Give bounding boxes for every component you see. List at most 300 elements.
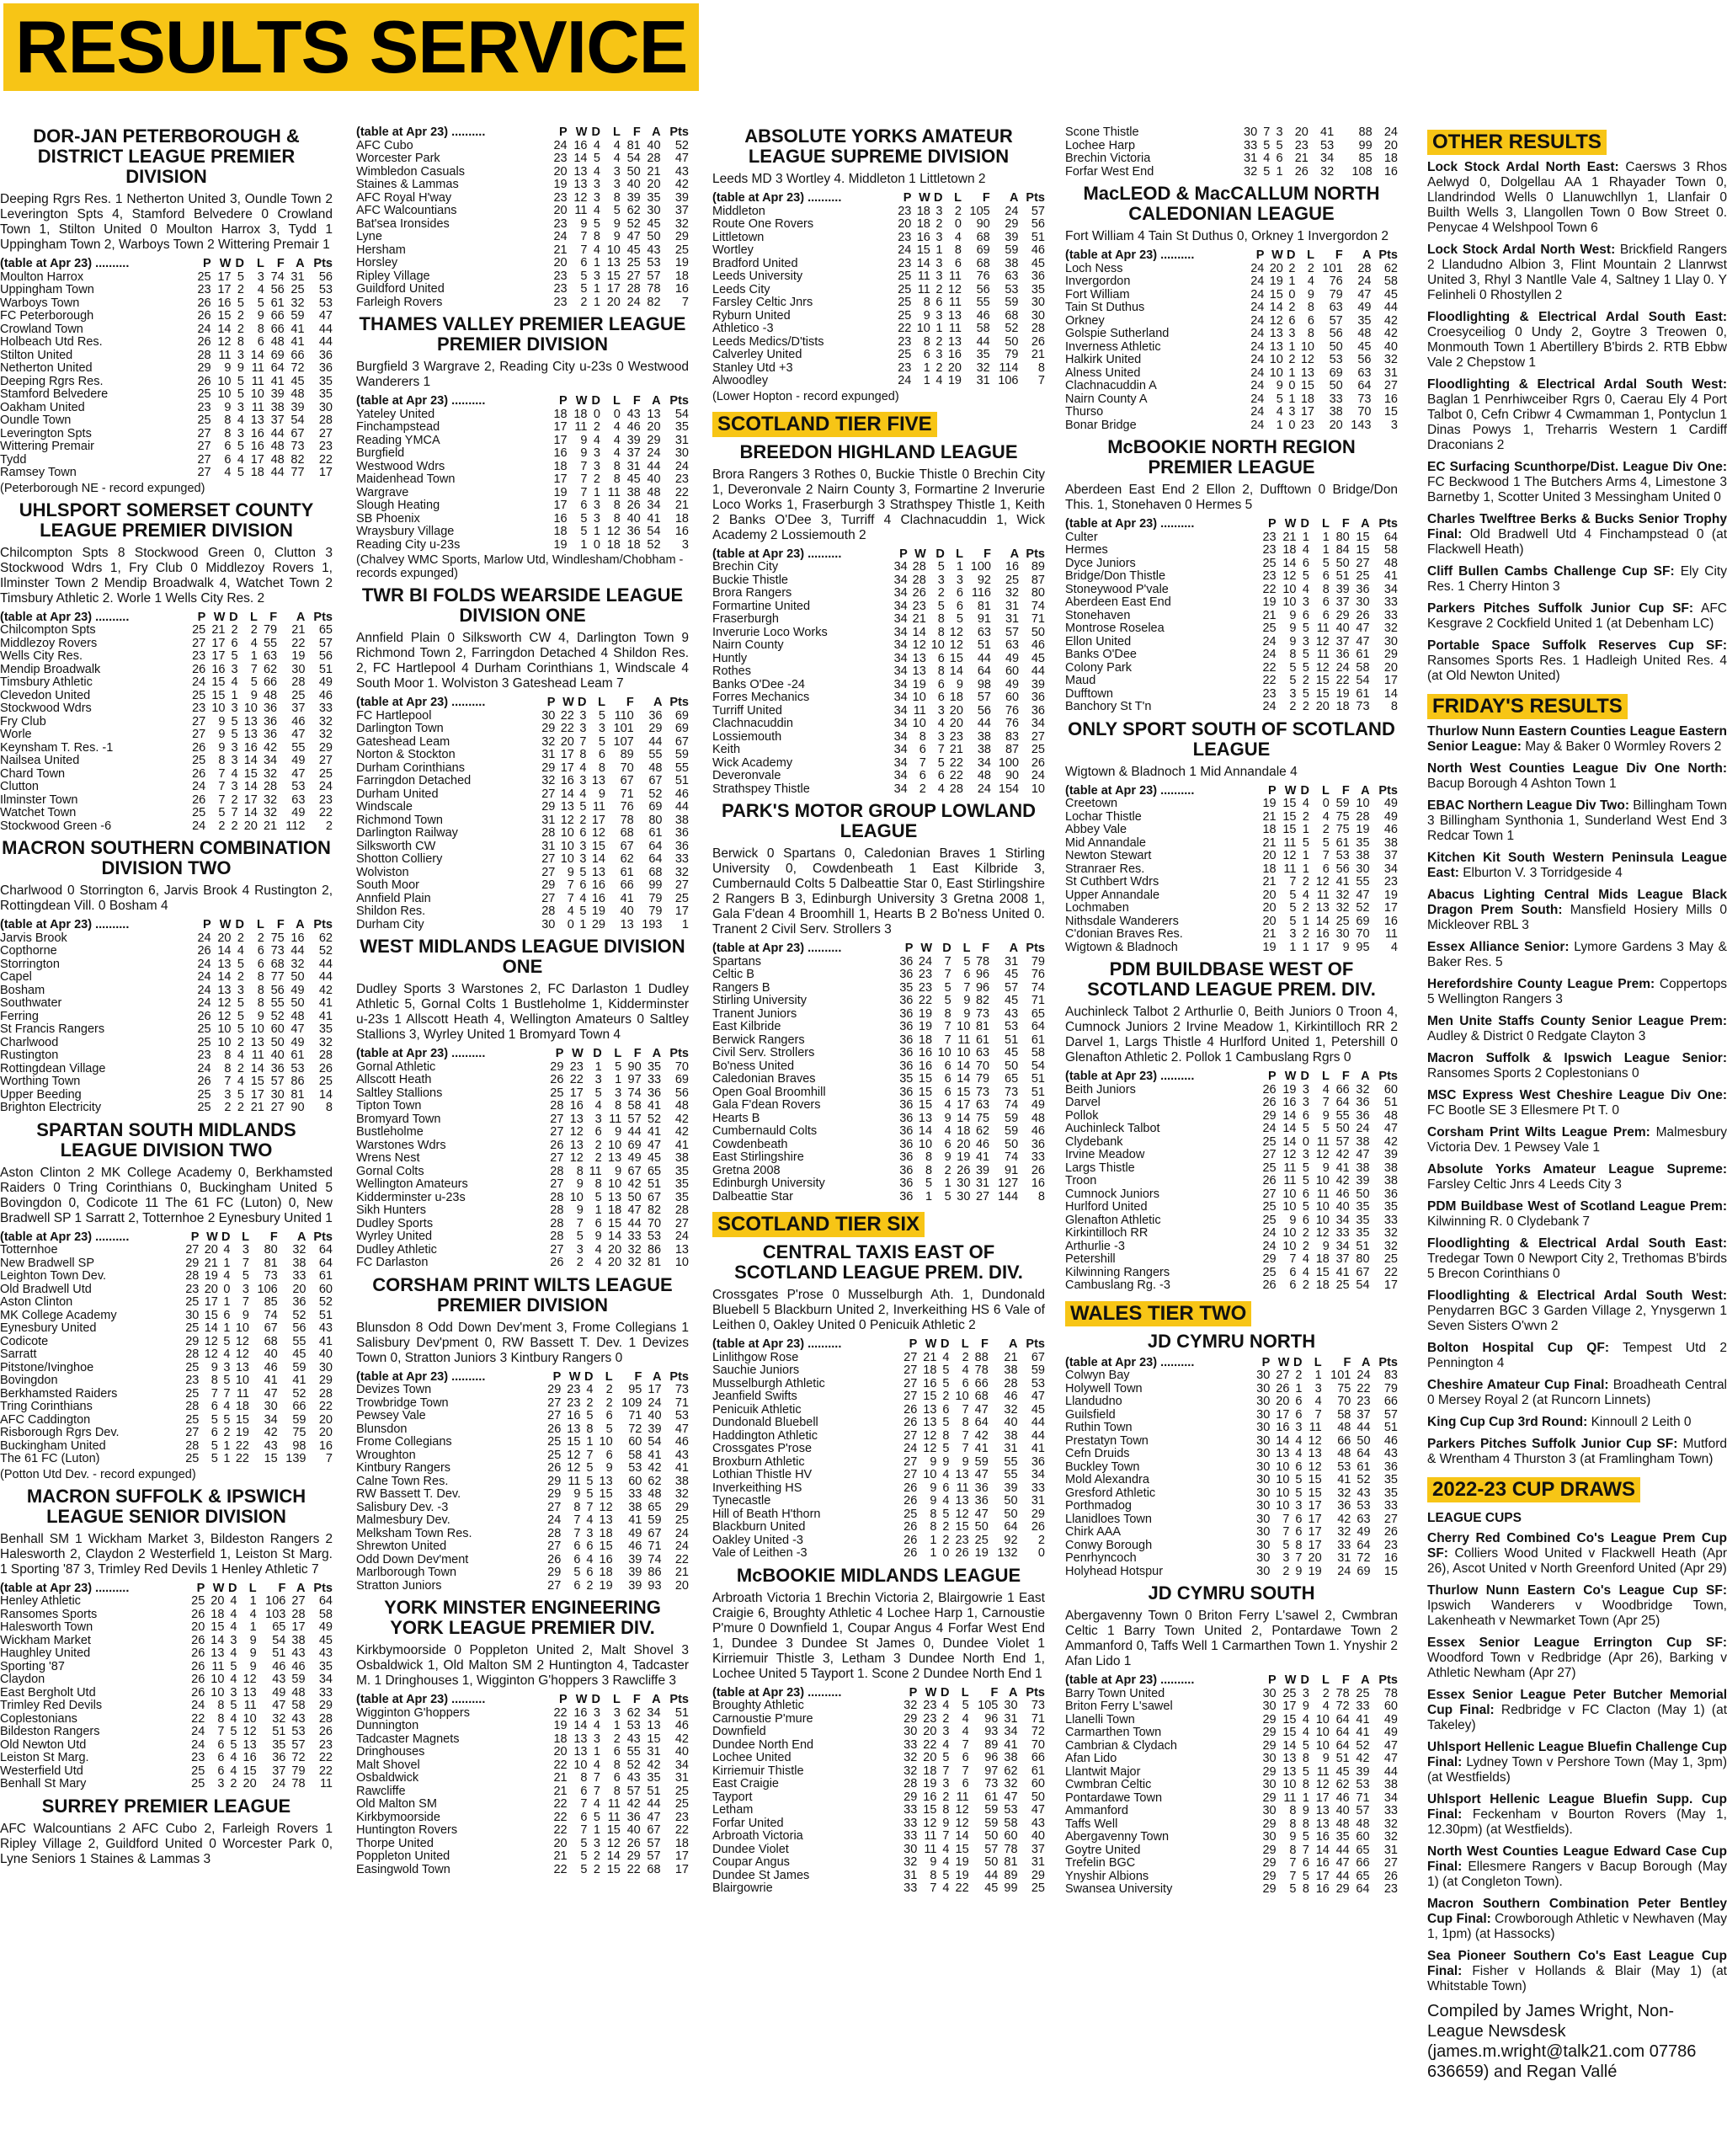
stat-cell: 22 — [569, 1073, 584, 1086]
stat-cell: 38 — [291, 1633, 306, 1647]
stat-cell: 1 — [593, 1745, 600, 1758]
team-name: Trowbridge Town — [356, 1396, 449, 1410]
stat-cell: 51 — [1031, 230, 1045, 244]
stat-cell: 11 — [319, 1777, 333, 1790]
stat-cell: 21 — [291, 623, 306, 637]
stat-cell: 27 — [291, 1594, 306, 1608]
league-title: UHLSPORT SOMERSET COUNTY LEAGUE PREMIER DIVISION — [19, 499, 314, 541]
stat-cell: 34 — [893, 599, 908, 613]
table-row — [356, 893, 689, 906]
stat-cell: 21 — [204, 1256, 218, 1270]
stat-cell: 18 — [916, 217, 930, 231]
stat-cell: 4 — [613, 138, 621, 152]
stat-cell: 41 — [975, 1150, 990, 1164]
team-name: Golspie Sutherland — [1065, 327, 1170, 340]
stat-cell: 2 — [1322, 823, 1330, 836]
stat-cell: 39 — [1005, 230, 1019, 244]
result-text: Caersws 3 Rhos Aelwyd 0, Dolgellau AA 1 Rhayader Town 0, Llandrindod Wells 0 Llanuwchllyn 1, Llanfair 0 Builth Wells 3, Llangollen Town 0 Bow Street 0. Penycae 4 Welshpool Town 6 — [1427, 160, 1727, 235]
stat-cell: 6 — [962, 1376, 969, 1390]
stat-cell: 12 — [1315, 1778, 1330, 1791]
stat-cell: 25 — [1031, 1881, 1045, 1895]
stat-cell: 5 — [586, 1474, 594, 1488]
table-row — [1065, 1526, 1398, 1540]
stat-cell: 6 — [1288, 313, 1296, 328]
stat-cell: 16 — [318, 1438, 333, 1453]
stat-cell: 8 — [1289, 1843, 1297, 1857]
stat-cell: 57 — [627, 1112, 642, 1126]
table-row — [712, 1021, 1045, 1034]
stat-cell: 5 — [223, 1334, 231, 1348]
stat-cell: 62 — [318, 931, 333, 945]
league-table-header — [1065, 1070, 1398, 1084]
team-name: Fry Club — [0, 714, 46, 728]
result-text: FC Bootle SE 3 Ellesmere Pt T. 0 — [1427, 1103, 1620, 1118]
stat-cell: 1 — [923, 374, 930, 387]
table-row — [0, 350, 333, 363]
team-name: Worcester Park — [356, 152, 440, 165]
stat-cell: 6 — [919, 743, 926, 756]
stat-cell: 6 — [586, 1540, 594, 1553]
stat-cell: 106 — [998, 374, 1019, 387]
stat-cell: 3 — [231, 780, 238, 793]
team-name: Cambrian & Clydach — [1065, 1738, 1177, 1753]
stat-cell: 1 — [1288, 275, 1296, 288]
stat-cell: 48 — [674, 1099, 689, 1113]
team-name: Timsbury Athletic — [0, 675, 93, 689]
stat-cell: 14 — [217, 944, 232, 958]
stat-cell: 3 — [613, 1705, 621, 1720]
stat-cell: 81 — [647, 1256, 662, 1269]
stat-cell: 18 — [599, 1566, 613, 1579]
table-row — [1065, 1487, 1398, 1501]
stat-cell: 28 — [1356, 809, 1370, 824]
stat-cell: 17 — [553, 420, 568, 434]
team-name: Deeping Rgrs Res. — [0, 374, 104, 388]
stat-cell: 56 — [1357, 353, 1372, 366]
team-name: Turriff United — [712, 703, 782, 718]
table-row — [712, 1060, 1045, 1074]
stat-cell: 31 — [541, 813, 556, 827]
table-row — [712, 1547, 1045, 1561]
stat-cell: 57 — [1005, 980, 1019, 995]
league-table-header — [712, 192, 1045, 205]
team-name: Celtic B — [712, 968, 754, 981]
stat-cell: 13 — [250, 414, 264, 427]
league-results: Benhall SM 1 Wickham Market 3, Bildeston Rangers 2 Halesworth 2, Claydon 2 Westerfield 1, Leiston St Marg. 1 Sporting '87 3, Trimley Red Devils 1 Henley Athletic 7 — [0, 1531, 333, 1577]
stat-cell: 34 — [893, 664, 908, 678]
stat-cell: 3 — [942, 1777, 950, 1790]
stat-cell: 71 — [1356, 1790, 1370, 1805]
stat-cell: 6 — [919, 769, 926, 782]
stat-cell: 36 — [263, 702, 278, 715]
stat-cell: 27 — [975, 1189, 990, 1203]
stat-cell: 18 — [1300, 392, 1314, 406]
stat-cell: 41 — [1337, 1473, 1351, 1486]
result-item — [1427, 1125, 1727, 1155]
stat-cell: 13 — [923, 1402, 937, 1417]
stat-cell: 7 — [231, 806, 238, 819]
stat-cell: 44 — [648, 734, 663, 749]
stat-cell: 7 — [250, 662, 258, 676]
stat-cell: 43 — [626, 1771, 641, 1785]
stat-cell: 4 — [944, 1098, 951, 1112]
stat-cell: 2 — [1282, 1564, 1290, 1578]
stat-cell: 5 — [598, 734, 605, 749]
stat-cell: 60 — [318, 1282, 333, 1296]
stat-cell: 30 — [957, 1177, 971, 1190]
stat-cell: 33 — [1383, 1804, 1398, 1817]
stat-cell: 27 — [1383, 1512, 1398, 1526]
table-row — [712, 600, 1045, 614]
stat-cell: 7 — [573, 1526, 581, 1540]
stat-cell: 7 — [1289, 1869, 1297, 1883]
stat-cell: 6 — [923, 348, 930, 361]
stat-cell: 18 — [606, 537, 621, 552]
table-row — [356, 270, 689, 284]
stat-cell: 26 — [1383, 1525, 1398, 1539]
table-header-cell: L — [242, 1230, 249, 1244]
stat-cell: 8 — [217, 1699, 225, 1712]
stat-cell: 8 — [257, 970, 264, 984]
stat-cell: 15 — [647, 1732, 661, 1746]
table-header-cell: A — [296, 1581, 306, 1595]
table-header-cell: (table at Apr 23) .......... — [356, 126, 486, 139]
stat-cell: 8 — [257, 983, 264, 997]
team-name: Henley Athletic — [0, 1594, 81, 1608]
team-name: Glenafton Athletic — [1065, 1213, 1161, 1227]
stat-cell: 10 — [1282, 1187, 1297, 1201]
result-item — [1427, 601, 1727, 632]
table-row — [356, 218, 689, 232]
stat-cell: 54 — [626, 152, 641, 165]
league-results: Leeds MD 3 Wortley 4. Middleton 1 Littletown 2 — [712, 172, 986, 186]
stat-cell: 13 — [923, 1416, 937, 1429]
table-row — [1065, 1097, 1398, 1110]
league-table-header — [0, 611, 333, 625]
stat-cell: 5 — [223, 1412, 231, 1427]
stat-cell: 5 — [230, 1737, 237, 1752]
stat-cell: 2 — [224, 1101, 232, 1114]
stat-cell: 6 — [1322, 569, 1330, 583]
stat-cell: 17 — [243, 792, 258, 807]
stat-cell: 25 — [318, 1075, 333, 1088]
stat-cell: 85 — [264, 1295, 278, 1309]
stat-cell: 32 — [318, 1035, 333, 1049]
stat-cell: 47 — [1356, 1148, 1370, 1161]
result-text: Malmesbury Victoria Dev. 1 Pewsey Vale 1 — [1427, 1125, 1727, 1155]
result-item — [1427, 1415, 1727, 1430]
team-name: Pewsey Vale — [356, 1409, 426, 1422]
stat-cell: 5 — [937, 599, 945, 613]
stat-cell: 38 — [1356, 1161, 1370, 1175]
stat-cell: 34 — [1383, 1790, 1398, 1805]
league-table-header — [0, 919, 333, 932]
stat-cell: 5 — [593, 216, 600, 231]
stat-cell: 22 — [553, 1810, 568, 1824]
stat-cell: 25 — [197, 1101, 211, 1114]
team-name: Durham Corinthians — [356, 760, 465, 775]
stat-cell: 9 — [218, 740, 226, 755]
stat-cell: 29 — [1262, 1882, 1277, 1896]
stat-cell: 36 — [1383, 1187, 1398, 1201]
stat-cell: 30 — [957, 1189, 971, 1203]
stat-cell: 15 — [923, 1390, 937, 1403]
table-row — [356, 1528, 689, 1541]
stat-cell: 69 — [674, 1073, 689, 1086]
result-item — [1427, 638, 1727, 684]
table-header-cell: L — [612, 126, 621, 139]
team-name: Newton Stewart — [1065, 849, 1152, 862]
team-name: Caledonian Braves — [712, 1072, 816, 1086]
stat-cell: 3 — [594, 1073, 602, 1086]
stat-cell: 24 — [197, 322, 211, 336]
stat-cell: 8 — [1295, 1538, 1303, 1552]
table-header-cell: (table at Apr 23) .......... — [1065, 248, 1195, 262]
stat-cell: 20 — [923, 1751, 937, 1764]
stat-cell: 6 — [937, 691, 945, 704]
table-row — [356, 1720, 689, 1733]
stat-cell: 24 — [272, 1777, 286, 1790]
stat-cell: 75 — [1335, 823, 1350, 836]
team-name: Halkirk United — [1065, 353, 1142, 366]
table-row — [0, 807, 333, 820]
stat-cell: 25 — [1262, 1161, 1277, 1175]
stat-cell: 27 — [1262, 1187, 1277, 1201]
stat-cell: 8 — [211, 1374, 218, 1387]
stat-cell: 7 — [579, 734, 587, 749]
stat-cell: 52 — [626, 1758, 641, 1772]
stat-cell: 18 — [1383, 152, 1398, 165]
stat-cell: 28 — [626, 282, 641, 296]
league-title: JD CYMRU NORTH — [1147, 1330, 1316, 1352]
stat-cell: 8 — [930, 1507, 937, 1521]
stat-cell: 5 — [257, 296, 264, 310]
stat-cell: 16 — [1315, 1882, 1330, 1896]
stat-cell: 29 — [318, 1699, 333, 1712]
stat-cell: 10 — [1282, 1239, 1297, 1253]
stat-cell: 5 — [576, 1230, 584, 1243]
team-name: Linlithgow Rose — [712, 1350, 799, 1364]
result-item — [1427, 1636, 1727, 1681]
stat-cell: 8 — [1302, 1882, 1309, 1896]
table-header-cell: W — [219, 257, 232, 270]
stat-cell: 27 — [903, 1428, 918, 1443]
team-name: Barry Town United — [1065, 1686, 1165, 1700]
stat-cell: 35 — [1031, 282, 1045, 296]
table-row — [356, 205, 689, 218]
stat-cell: 9 — [942, 1816, 950, 1830]
stat-cell: 4 — [1295, 1447, 1303, 1460]
stat-cell: 48 — [263, 688, 278, 702]
stat-cell: 22 — [1262, 674, 1277, 687]
stat-cell: 10 — [1315, 1213, 1330, 1227]
stat-cell: 9 — [580, 216, 588, 231]
stat-cell: 17 — [1300, 405, 1314, 419]
table-header-cell: P — [558, 126, 568, 139]
stat-cell: 33 — [1356, 1700, 1370, 1713]
stat-cell: 31 — [541, 839, 556, 853]
stat-cell: 42 — [264, 1426, 278, 1439]
stat-cell: 36 — [318, 348, 333, 362]
stat-cell: 55 — [1356, 875, 1370, 889]
stat-cell: 24 — [553, 138, 568, 152]
stat-cell: 7 — [325, 1452, 333, 1465]
stat-cell: 25 — [191, 1764, 205, 1778]
stat-cell: 35 — [899, 980, 914, 995]
table-note: (Chalvey WMC Sports, Marlow Utd, Windlesham/Chobham - records expunged) — [356, 553, 684, 580]
stat-cell: 19 — [1262, 595, 1277, 609]
team-name: Dudley Athletic — [356, 1242, 437, 1257]
stat-cell: 34 — [1383, 582, 1398, 596]
stat-cell: 58 — [976, 322, 990, 335]
stat-cell: 11 — [1316, 1187, 1330, 1201]
table-row — [1065, 824, 1398, 837]
stat-cell: 6 — [580, 499, 588, 512]
stat-cell: 8 — [919, 729, 926, 744]
table-row — [1065, 1753, 1398, 1766]
stat-cell: 28 — [185, 1269, 200, 1283]
stat-cell: 10 — [560, 826, 574, 840]
stat-cell: 32 — [674, 216, 689, 231]
stat-cell: 5 — [1302, 622, 1309, 635]
stat-cell: 12 — [1315, 1226, 1330, 1240]
stat-cell: 12 — [1282, 569, 1297, 583]
stat-cell: 5 — [942, 1751, 950, 1764]
stat-cell: 24 — [898, 243, 912, 257]
team-name: Invergordon — [1065, 275, 1131, 288]
stat-cell: 2 — [231, 819, 238, 833]
stat-cell: 64 — [974, 1416, 989, 1429]
stat-cell: 56 — [977, 703, 991, 718]
stat-cell: 26 — [903, 1494, 918, 1508]
stat-cell: 24 — [1250, 313, 1265, 328]
stat-cell: 73 — [290, 440, 305, 453]
table-row — [1065, 289, 1398, 302]
stat-cell: 28 — [318, 1386, 333, 1401]
stat-cell: 2 — [1302, 1278, 1309, 1292]
stat-cell: 15 — [606, 269, 621, 283]
stat-cell: 20 — [608, 1256, 622, 1269]
stat-cell: 24 — [977, 782, 991, 796]
table-row — [0, 932, 333, 946]
table-row — [1065, 558, 1398, 571]
competition-name: Absolute Yorks Amateur League Supreme: — [1427, 1162, 1727, 1177]
stat-cell: 36 — [1031, 1454, 1045, 1469]
stat-cell: 32 — [1244, 164, 1258, 179]
stat-cell: 34 — [647, 499, 661, 512]
stat-cell: 38 — [1005, 256, 1019, 270]
team-name: Crossgates P'rose — [712, 1442, 813, 1455]
stat-cell: 92 — [1004, 1533, 1018, 1547]
stat-cell: 7 — [576, 1216, 584, 1230]
stat-cell: 31 — [674, 1771, 689, 1785]
table-header-cell: (table at Apr 23) .......... — [356, 394, 486, 408]
stat-cell: 75 — [270, 931, 285, 945]
team-name: Clevedon United — [0, 688, 91, 702]
stat-cell: 4 — [223, 1348, 231, 1361]
team-name: Pitstone/Ivinghoe — [0, 1360, 94, 1374]
table-row — [0, 1739, 333, 1753]
stat-cell: 11 — [607, 485, 621, 499]
stat-cell: 71 — [1031, 994, 1045, 1007]
stat-cell: 51 — [674, 774, 689, 787]
stat-cell: 46 — [674, 1719, 689, 1732]
stat-cell: 3 — [1302, 1686, 1309, 1700]
stat-cell: 22 — [318, 1400, 333, 1413]
stat-cell: 40 — [1383, 339, 1398, 354]
stat-cell: 37 — [1031, 1842, 1045, 1856]
stat-cell: 30 — [270, 1087, 285, 1102]
table-row — [712, 1404, 1045, 1417]
stat-cell: 6 — [954, 256, 962, 270]
table-row — [712, 258, 1045, 271]
stat-cell: 32 — [318, 728, 333, 741]
stat-cell: 139 — [285, 1452, 306, 1465]
stat-cell: 17 — [1276, 1407, 1290, 1422]
stat-cell: 21 — [1262, 608, 1277, 622]
stat-cell: 5 — [1322, 1122, 1330, 1135]
result-item — [1427, 1088, 1727, 1118]
stat-cell: 67 — [620, 839, 634, 853]
stat-cell: 69 — [1357, 1564, 1371, 1578]
stat-cell: 22 — [553, 1758, 568, 1772]
stat-cell: 2 — [613, 1732, 621, 1746]
stat-cell: 25 — [1383, 1252, 1398, 1266]
stat-cell: 28 — [903, 1777, 918, 1790]
table-row — [0, 388, 333, 402]
stat-cell: 44 — [647, 1797, 661, 1811]
stat-cell: 6 — [937, 769, 945, 782]
stat-cell: 12 — [217, 996, 232, 1010]
stat-cell: 25 — [1282, 1686, 1297, 1700]
table-header-cell: W — [925, 1337, 937, 1351]
stat-cell: 32 — [1337, 1525, 1351, 1539]
league-results: Crossgates P'rose 0 Musselburgh Ath. 1, Dundonald Bluebell 5 Blackburn United 2, Inverkeithing HS 6 Vale of Leithen 0, Oakley United 0 Penicuik Athletic 2 — [712, 1288, 1045, 1332]
stat-cell: 21 — [1031, 348, 1045, 361]
stat-cell: 47 — [626, 230, 641, 243]
stat-cell: 29 — [1262, 1108, 1277, 1123]
team-name: Hermes — [1065, 543, 1108, 557]
team-name: Largs Thistle — [1065, 1161, 1135, 1175]
stat-cell: 7 — [919, 755, 926, 770]
stat-cell: 73 — [674, 1383, 689, 1396]
stat-cell: 4 — [1302, 1712, 1309, 1726]
stat-cell: 15 — [599, 1540, 613, 1553]
competition-name: Cliff Bullen Cambs Challenge Cup SF: — [1427, 564, 1675, 579]
stat-cell: 40 — [648, 1409, 662, 1422]
stat-cell: 61 — [1031, 1764, 1045, 1778]
stat-cell: 32 — [1356, 1082, 1370, 1097]
stat-cell: 45 — [1031, 651, 1045, 665]
team-name: Darvel — [1065, 1096, 1101, 1109]
stat-cell: 20 — [553, 1745, 568, 1758]
table-row — [356, 1257, 689, 1270]
stat-cell: 3 — [579, 839, 587, 853]
result-text: Redbridge v FC Clacton (May 1) (at Takeley) — [1427, 1703, 1727, 1732]
stat-cell: 11 — [924, 1842, 937, 1856]
table-header-cell: W — [212, 1581, 225, 1595]
stat-cell: 2 — [1302, 674, 1309, 687]
stat-cell: 13 — [1300, 366, 1314, 380]
stat-cell: 33 — [627, 1230, 642, 1243]
stat-cell: 0 — [942, 1546, 950, 1560]
stat-cell: 40 — [626, 511, 641, 526]
stat-cell: 18 — [250, 466, 264, 479]
table-header-cell: F — [633, 1047, 642, 1060]
table-header-cell: W — [575, 1693, 588, 1706]
stat-cell: 25 — [185, 1321, 200, 1335]
stat-cell: 25 — [1335, 1278, 1350, 1292]
